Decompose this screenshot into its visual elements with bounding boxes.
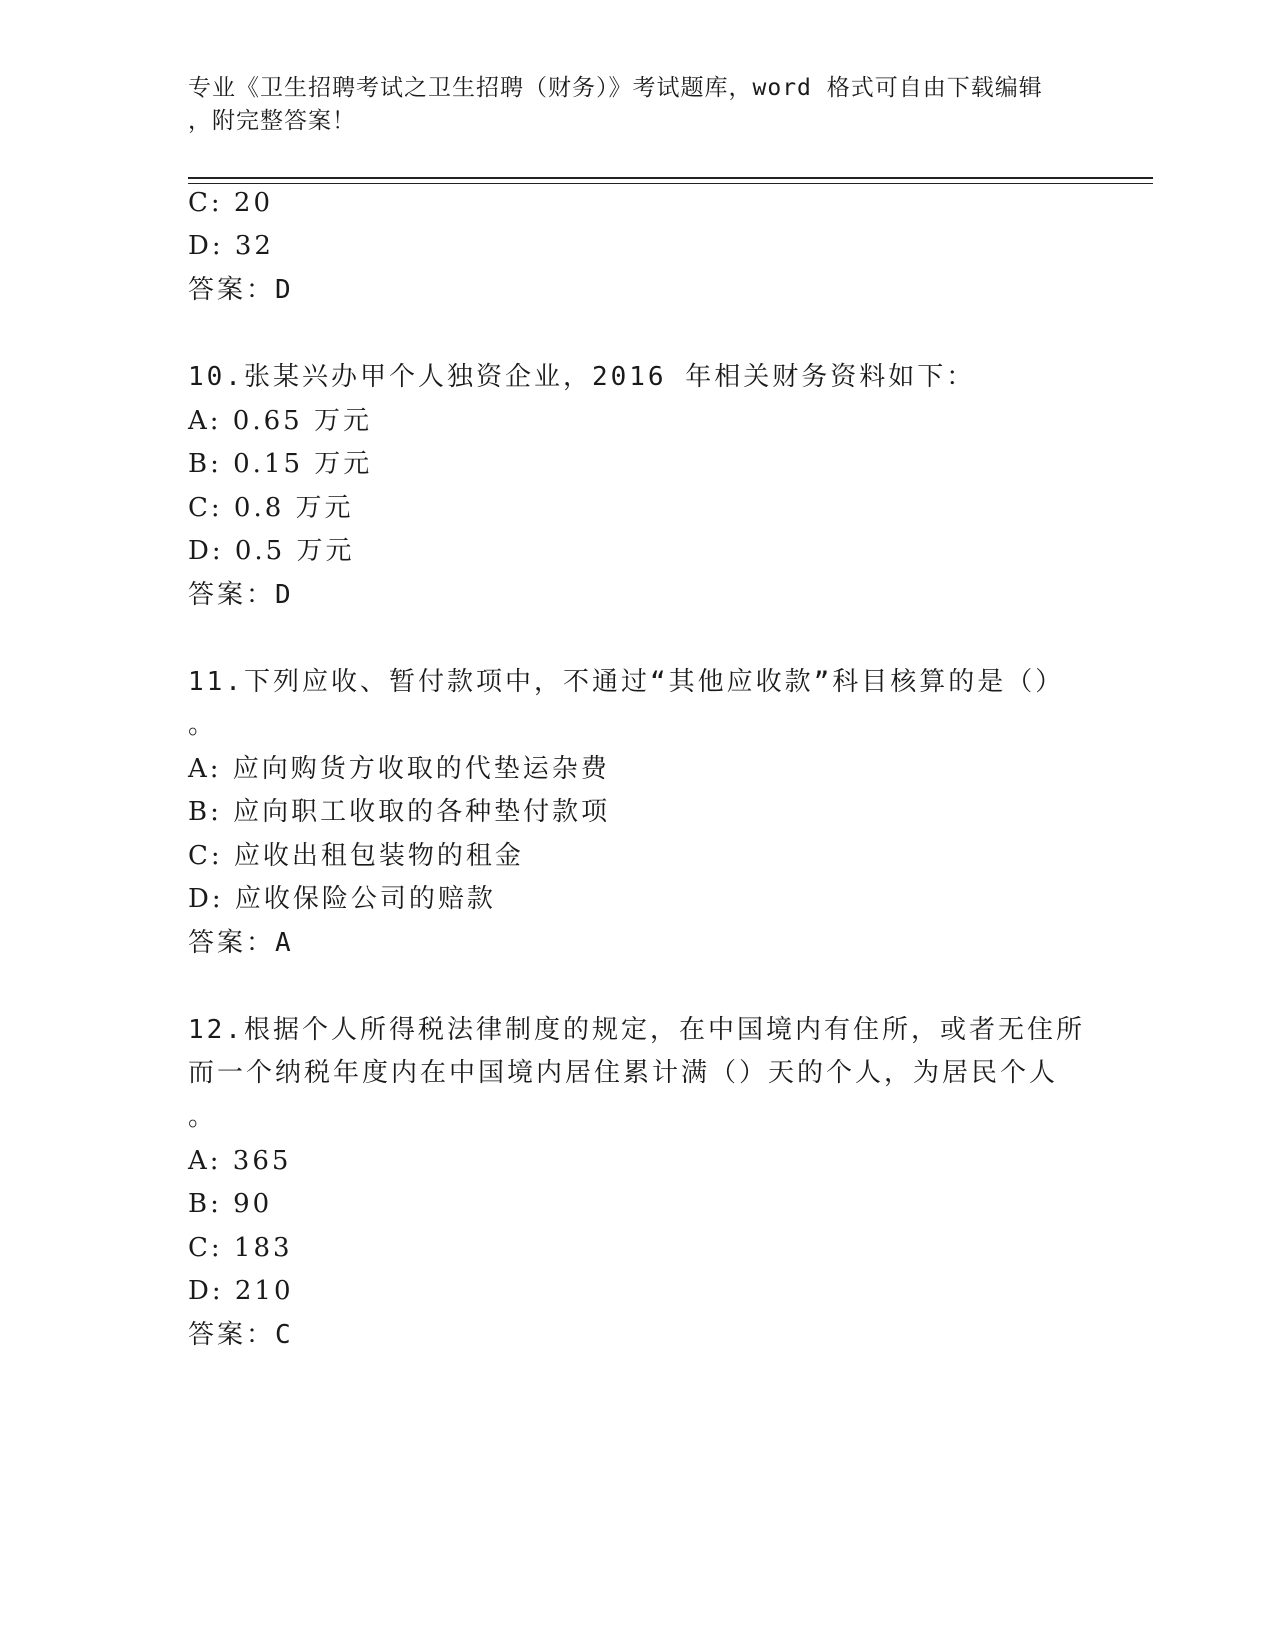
q10-option-d: D: 0.5 万元 [188, 536, 355, 566]
q11-stem-line-1: 11.下列应收、暂付款项中，不通过“其他应收款”科目核算的是（） [188, 667, 1065, 697]
top-answer [188, 273, 294, 307]
q10-option-c: C: 0.8 万元 [188, 493, 354, 523]
document-header [188, 72, 1068, 138]
q12-answer [188, 1318, 294, 1352]
q10-stem: 10.张某兴办甲个人独资企业，2016 年相关财务资料如下： [188, 362, 976, 392]
answer-value: A [275, 928, 294, 958]
answer-label: 答案： [188, 928, 276, 958]
q12-option-a: A: 365 [188, 1146, 292, 1176]
answer-label: 答案： [188, 1320, 276, 1350]
q11-option-d: D: 应收保险公司的赔款 [188, 884, 496, 914]
q10-option-a: A: 0.65 万元 [188, 406, 372, 436]
q11-option-c: C: 应收出租包装物的租金 [188, 841, 524, 871]
q12-option-c: C: 183 [188, 1233, 293, 1263]
q11-option-b: B: 应向职工收取的各种垫付款项 [188, 797, 611, 827]
header-line-2: ，附完整答案！ [188, 108, 356, 134]
answer-value: D [275, 275, 294, 305]
q12-option-b: B: 90 [188, 1189, 273, 1219]
q10-option-b: B: 0.15 万元 [188, 449, 373, 479]
header-divider-thick [188, 177, 1153, 179]
q11-stem-line-2: 。 [188, 710, 218, 740]
q12-stem-line-2: 而一个纳税年度内在中国境内居住累计满（）天的个人，为居民个人 [188, 1058, 1059, 1088]
q12-stem-line-1: 12.根据个人所得税法律制度的规定，在中国境内有住所，或者无住所 [188, 1015, 1085, 1045]
top-option-d: D: 32 [188, 231, 274, 261]
header-divider-thin [188, 183, 1153, 184]
answer-value: D [275, 580, 294, 610]
q11-option-a: A: 应向购货方收取的代垫运杂费 [188, 754, 610, 784]
answer-value: C [275, 1320, 294, 1350]
header-line-1: 专业《卫生招聘考试之卫生招聘（财务）》考试题库，word 格式可自由下载编辑 [188, 75, 1043, 101]
q12-option-d: D: 210 [188, 1276, 294, 1306]
q12-stem-line-3: 。 [188, 1102, 218, 1132]
answer-label: 答案： [188, 580, 276, 610]
top-option-c: C: 20 [188, 188, 274, 218]
answer-label: 答案： [188, 275, 276, 305]
q11-answer [188, 926, 294, 960]
q10-answer [188, 578, 294, 612]
